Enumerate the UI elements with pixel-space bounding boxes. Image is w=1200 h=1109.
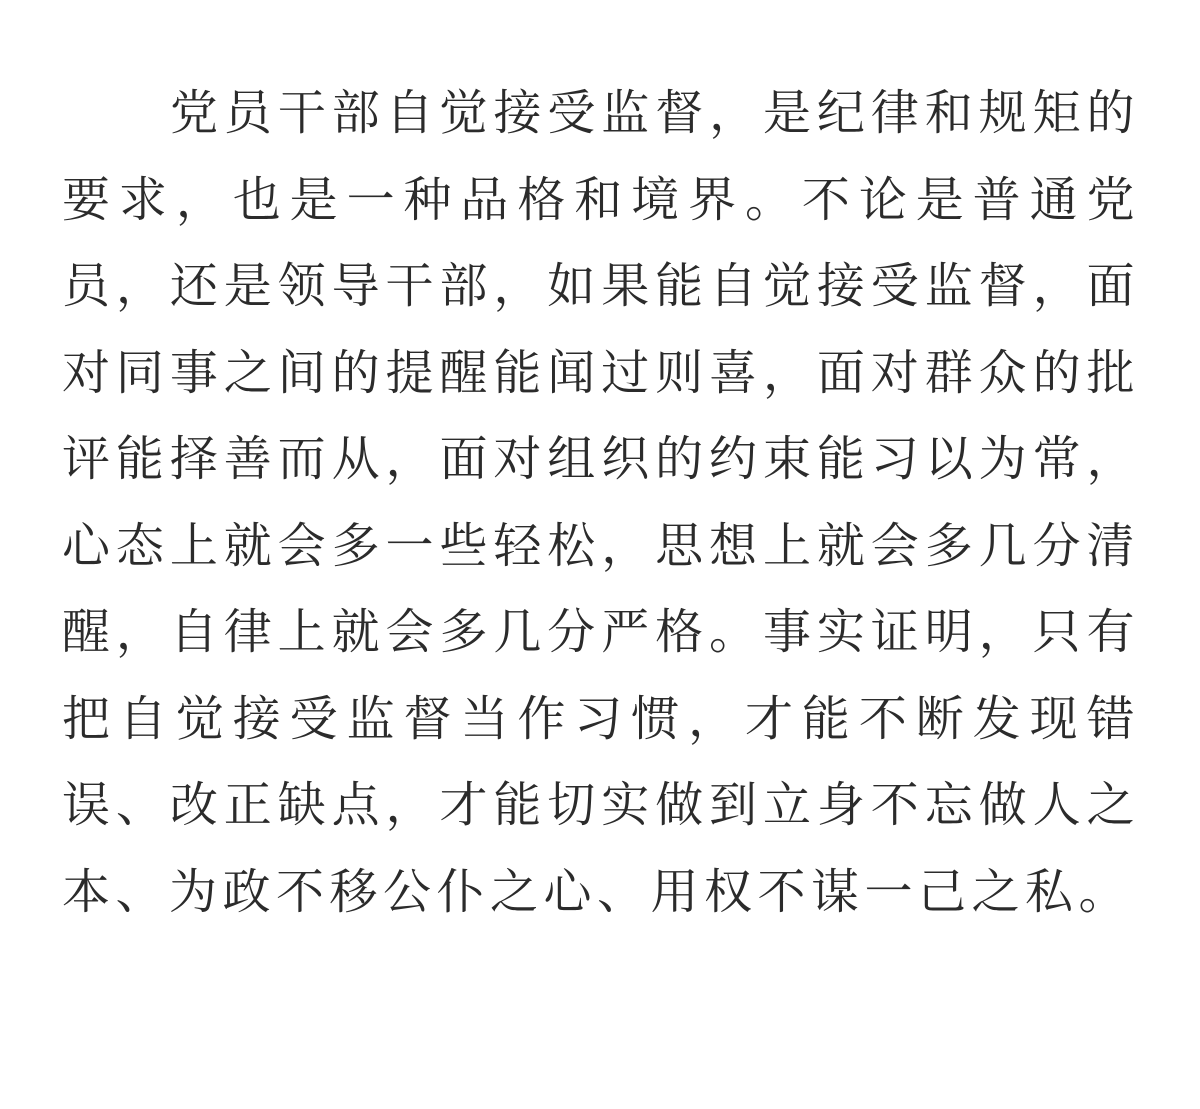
body-paragraph: 党员干部自觉接受监督，是纪律和规矩的要求，也是一种品格和境界。不论是普通党员，还是领导干部，如果能自觉接受监督，面对同事之间的提醒能闻过则喜，面对群众的批评能择善而从，面对组织的约束能习以为常，心态上就会多一些轻松，思想上就会多几分清醒，自律上就会多几分严格。事实证明，只有把自觉接受监督当作习惯，才能不断发现错误、改正缺点，才能切实做到立身不忘做人之本、为政不移公仆之心、用权不谋一己之私。 (62, 85, 1140, 920)
